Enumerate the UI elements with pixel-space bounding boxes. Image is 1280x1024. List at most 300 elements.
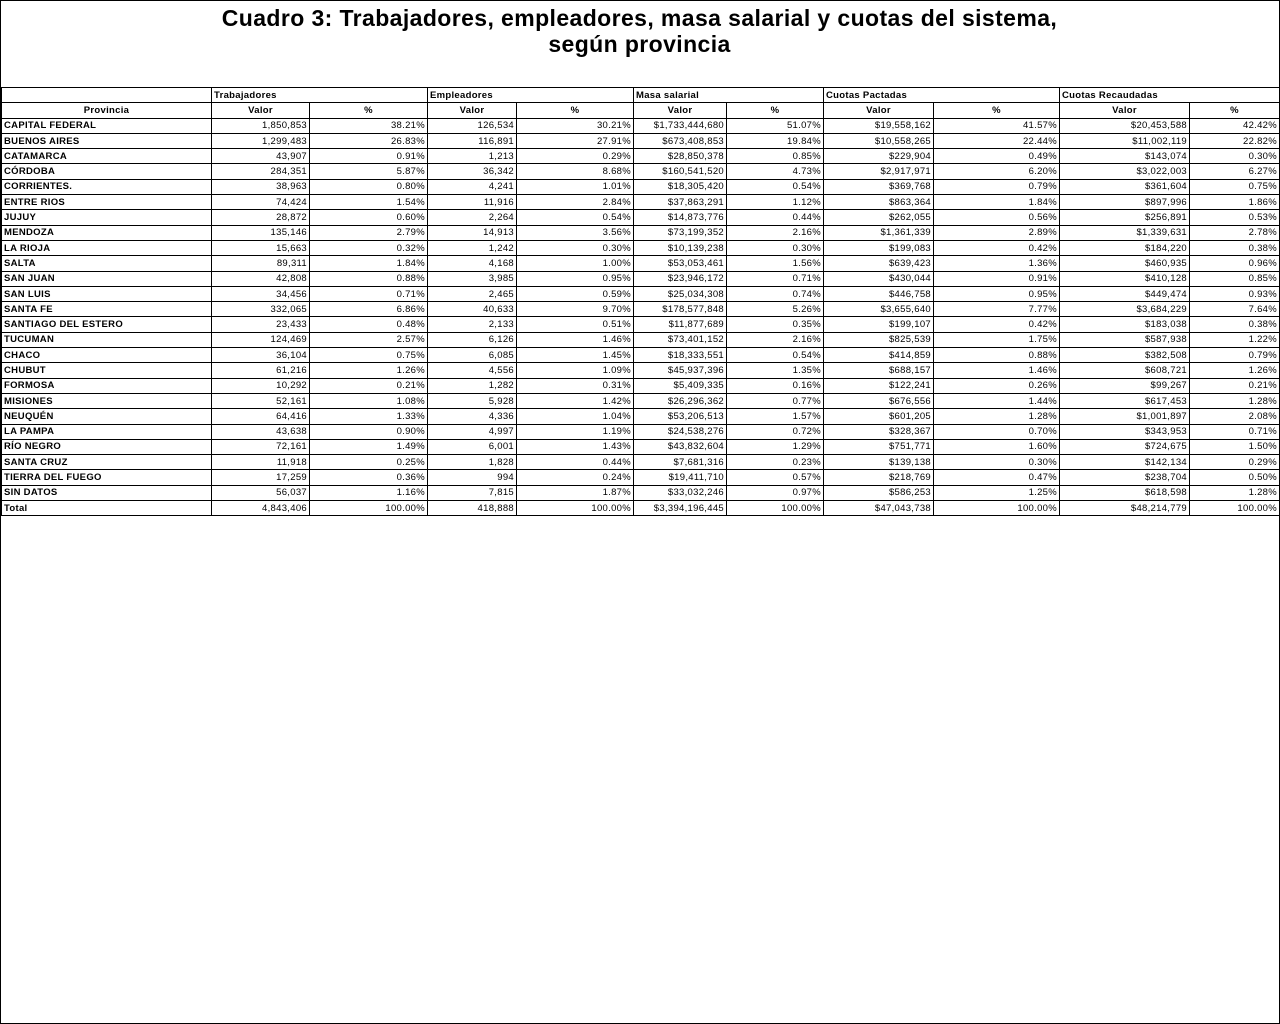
value-cell: $229,904 [824,149,934,164]
table-row [2,393,1280,408]
value-cell: $19,558,162 [824,118,934,133]
value-cell: 36,104 [212,348,310,363]
percent-cell: 1.29% [727,439,824,454]
percent-cell: 0.29% [517,149,634,164]
percent-cell: 0.53% [1190,210,1280,225]
table-body [2,118,1280,516]
province-name-cell: SANTA FE [2,302,212,317]
percent-cell: 0.32% [310,240,428,255]
percent-cell: 1.22% [1190,332,1280,347]
table-row [2,225,1280,240]
value-cell: $608,721 [1060,363,1190,378]
percent-cell: 0.91% [934,271,1060,286]
percent-cell: 0.21% [310,378,428,393]
percent-cell: 0.54% [727,179,824,194]
column-header-valor: Valor [428,103,517,118]
percent-cell: 0.74% [727,286,824,301]
page-title [1,5,1278,57]
percent-cell: 0.79% [1190,348,1280,363]
value-cell: 3,985 [428,271,517,286]
column-header-pct: % [727,103,824,118]
province-name-cell: CHACO [2,348,212,363]
percent-cell: 1.00% [517,256,634,271]
percent-cell: 0.96% [1190,256,1280,271]
percent-cell: 1.28% [1190,485,1280,500]
value-cell: $238,704 [1060,470,1190,485]
value-cell: $586,253 [824,485,934,500]
province-name-cell: NEUQUÉN [2,409,212,424]
value-cell: $218,769 [824,470,934,485]
percent-cell: 1.50% [1190,439,1280,454]
table-row [2,455,1280,470]
value-cell: $3,022,003 [1060,164,1190,179]
value-cell: 135,146 [212,225,310,240]
value-cell: $262,055 [824,210,934,225]
percent-cell: 1.56% [727,256,824,271]
value-cell: $676,556 [824,393,934,408]
percent-cell: 0.54% [517,210,634,225]
percent-cell: 100.00% [310,501,428,516]
value-cell: $430,044 [824,271,934,286]
value-cell: 89,311 [212,256,310,271]
province-name-cell: CORRIENTES. [2,179,212,194]
percent-cell: 1.19% [517,424,634,439]
province-name-cell: TUCUMAN [2,332,212,347]
value-cell: $33,032,246 [634,485,727,500]
table-row [2,439,1280,454]
percent-cell: 1.44% [934,393,1060,408]
value-cell: 4,843,406 [212,501,310,516]
value-cell: 15,663 [212,240,310,255]
value-cell: $14,873,776 [634,210,727,225]
percent-cell: 2.08% [1190,409,1280,424]
column-header-valor: Valor [824,103,934,118]
value-cell: $199,083 [824,240,934,255]
percent-cell: 3.56% [517,225,634,240]
percent-cell: 0.38% [1190,317,1280,332]
percent-cell: 1.28% [934,409,1060,424]
table-row [2,149,1280,164]
percent-cell: 0.71% [310,286,428,301]
value-cell: 38,963 [212,179,310,194]
value-cell: 28,872 [212,210,310,225]
value-cell: $688,157 [824,363,934,378]
value-cell: $160,541,520 [634,164,727,179]
value-cell: $23,946,172 [634,271,727,286]
value-cell: 1,828 [428,455,517,470]
percent-cell: 6.86% [310,302,428,317]
value-cell: 4,241 [428,179,517,194]
value-cell: 4,556 [428,363,517,378]
percent-cell: 0.25% [310,455,428,470]
corner-cell [2,88,212,103]
percent-cell: 1.54% [310,195,428,210]
percent-cell: 0.24% [517,470,634,485]
percent-cell: 2.16% [727,225,824,240]
percent-cell: 38.21% [310,118,428,133]
percent-cell: 100.00% [934,501,1060,516]
percent-cell: 1.45% [517,348,634,363]
value-cell: $73,199,352 [634,225,727,240]
percent-cell: 2.78% [1190,225,1280,240]
table-row [2,317,1280,332]
value-cell: $1,733,444,680 [634,118,727,133]
value-cell: $139,138 [824,455,934,470]
group-header-empleadores: Empleadores [428,88,634,103]
percent-cell: 1.08% [310,393,428,408]
percent-cell: 0.71% [727,271,824,286]
percent-cell: 7.77% [934,302,1060,317]
percent-cell: 1.46% [934,363,1060,378]
table-row [2,332,1280,347]
percent-cell: 0.77% [727,393,824,408]
value-cell: $3,684,229 [1060,302,1190,317]
value-cell: 332,065 [212,302,310,317]
value-cell: $24,538,276 [634,424,727,439]
percent-cell: 1.57% [727,409,824,424]
table-row [2,302,1280,317]
value-cell: 17,259 [212,470,310,485]
value-cell: $20,453,588 [1060,118,1190,133]
value-cell: $19,411,710 [634,470,727,485]
percent-cell: 1.09% [517,363,634,378]
table-row [2,240,1280,255]
percent-cell: 0.57% [727,470,824,485]
value-cell: 7,815 [428,485,517,500]
percent-cell: 0.90% [310,424,428,439]
province-name-cell: TIERRA DEL FUEGO [2,470,212,485]
percent-cell: 7.64% [1190,302,1280,317]
percent-cell: 1.35% [727,363,824,378]
percent-cell: 0.51% [517,317,634,332]
percent-cell: 5.87% [310,164,428,179]
value-cell: $639,423 [824,256,934,271]
title-line-2: según provincia [548,31,731,57]
province-name-cell: SANTA CRUZ [2,455,212,470]
value-cell: $724,675 [1060,439,1190,454]
table-row [2,409,1280,424]
value-cell: 10,292 [212,378,310,393]
table-row [2,378,1280,393]
percent-cell: 1.46% [517,332,634,347]
value-cell: $617,453 [1060,393,1190,408]
percent-cell: 5.26% [727,302,824,317]
percent-cell: 1.16% [310,485,428,500]
percent-cell: 0.23% [727,455,824,470]
title-area [1,1,1278,88]
percent-cell: 6.27% [1190,164,1280,179]
table-row [2,485,1280,500]
value-cell: $11,002,119 [1060,133,1190,148]
percent-cell: 41.57% [934,118,1060,133]
percent-cell: 1.42% [517,393,634,408]
province-name-cell: CHUBUT [2,363,212,378]
value-cell: $2,917,971 [824,164,934,179]
value-cell: $825,539 [824,332,934,347]
value-cell: $1,339,631 [1060,225,1190,240]
percent-cell: 0.54% [727,348,824,363]
percent-cell: 0.44% [727,210,824,225]
table-row [2,271,1280,286]
table-row [2,133,1280,148]
column-header-provincia: Provincia [2,103,212,118]
table-row [2,286,1280,301]
percent-cell: 0.85% [727,149,824,164]
percent-cell: 1.60% [934,439,1060,454]
province-name-cell: ENTRE RIOS [2,195,212,210]
percent-cell: 100.00% [1190,501,1280,516]
percent-cell: 0.29% [1190,455,1280,470]
value-cell: $587,938 [1060,332,1190,347]
percent-cell: 0.47% [934,470,1060,485]
percent-cell: 6.20% [934,164,1060,179]
percent-cell: 27.91% [517,133,634,148]
percent-cell: 0.80% [310,179,428,194]
value-cell: $37,863,291 [634,195,727,210]
title-line-1: Cuadro 3: Trabajadores, empleadores, masa salarial y cuotas del sistema, [221,5,1058,31]
value-cell: 2,133 [428,317,517,332]
value-cell: 1,850,853 [212,118,310,133]
value-cell: 11,918 [212,455,310,470]
percent-cell: 1.43% [517,439,634,454]
percent-cell: 0.50% [1190,470,1280,485]
percent-cell: 0.79% [934,179,1060,194]
value-cell: $28,850,378 [634,149,727,164]
column-header-pct: % [517,103,634,118]
column-header-pct: % [934,103,1060,118]
percent-cell: 8.68% [517,164,634,179]
province-name-cell: Total [2,501,212,516]
value-cell: 6,126 [428,332,517,347]
value-cell: $53,206,513 [634,409,727,424]
percent-cell: 1.28% [1190,393,1280,408]
value-cell: $10,139,238 [634,240,727,255]
table-row [2,348,1280,363]
column-header-valor: Valor [1060,103,1190,118]
value-cell: $601,205 [824,409,934,424]
percent-cell: 1.26% [1190,363,1280,378]
percent-cell: 1.84% [310,256,428,271]
province-name-cell: FORMOSA [2,378,212,393]
percent-cell: 1.25% [934,485,1060,500]
value-cell: $369,768 [824,179,934,194]
value-cell: 14,913 [428,225,517,240]
value-cell: 64,416 [212,409,310,424]
percent-cell: 19.84% [727,133,824,148]
table-row [2,179,1280,194]
value-cell: $48,214,779 [1060,501,1190,516]
value-cell: $3,655,640 [824,302,934,317]
value-cell: 43,907 [212,149,310,164]
value-cell: $863,364 [824,195,934,210]
value-cell: $45,937,396 [634,363,727,378]
percent-cell: 1.12% [727,195,824,210]
total-row [2,501,1280,516]
percent-cell: 1.49% [310,439,428,454]
percent-cell: 100.00% [727,501,824,516]
percent-cell: 0.71% [1190,424,1280,439]
column-header-pct: % [310,103,428,118]
value-cell: $7,681,316 [634,455,727,470]
province-name-cell: BUENOS AIRES [2,133,212,148]
value-cell: 1,242 [428,240,517,255]
value-cell: $73,401,152 [634,332,727,347]
percent-cell: 0.42% [934,317,1060,332]
value-cell: $184,220 [1060,240,1190,255]
value-cell: $18,305,420 [634,179,727,194]
group-header-cuotas-pactadas: Cuotas Pactadas [824,88,1060,103]
percent-cell: 0.44% [517,455,634,470]
table-row [2,424,1280,439]
percent-cell: 0.16% [727,378,824,393]
table-row [2,118,1280,133]
value-cell: $673,408,853 [634,133,727,148]
province-name-cell: LA PAMPA [2,424,212,439]
percent-cell: 0.72% [727,424,824,439]
value-cell: $43,832,604 [634,439,727,454]
column-header-valor: Valor [634,103,727,118]
percent-cell: 0.26% [934,378,1060,393]
value-cell: $178,577,848 [634,302,727,317]
percent-cell: 42.42% [1190,118,1280,133]
value-cell: $143,074 [1060,149,1190,164]
table-row [2,363,1280,378]
percent-cell: 0.30% [1190,149,1280,164]
table-row [2,256,1280,271]
percent-cell: 0.75% [310,348,428,363]
percent-cell: 4.73% [727,164,824,179]
province-name-cell: RÍO NEGRO [2,439,212,454]
percent-cell: 2.79% [310,225,428,240]
value-cell: 4,997 [428,424,517,439]
percent-cell: 0.91% [310,149,428,164]
percent-cell: 0.88% [934,348,1060,363]
percent-cell: 0.30% [934,455,1060,470]
group-header-cuotas-recaudadas: Cuotas Recaudadas [1060,88,1280,103]
province-name-cell: CÓRDOBA [2,164,212,179]
province-name-cell: MENDOZA [2,225,212,240]
value-cell: $618,598 [1060,485,1190,500]
value-cell: $410,128 [1060,271,1190,286]
percent-cell: 0.30% [517,240,634,255]
percent-cell: 0.60% [310,210,428,225]
province-name-cell: CATAMARCA [2,149,212,164]
percent-cell: 0.36% [310,470,428,485]
value-cell: $99,267 [1060,378,1190,393]
group-header-masa-salarial: Masa salarial [634,88,824,103]
value-cell: 418,888 [428,501,517,516]
percent-cell: 1.04% [517,409,634,424]
percent-cell: 0.70% [934,424,1060,439]
value-cell: 34,456 [212,286,310,301]
percent-cell: 0.97% [727,485,824,500]
percent-cell: 0.95% [934,286,1060,301]
table-row [2,164,1280,179]
value-cell: $1,001,897 [1060,409,1190,424]
province-name-cell: CAPITAL FEDERAL [2,118,212,133]
table-row [2,195,1280,210]
value-cell: $199,107 [824,317,934,332]
percent-cell: 0.42% [934,240,1060,255]
value-cell: 11,916 [428,195,517,210]
value-cell: $449,474 [1060,286,1190,301]
value-cell: $183,038 [1060,317,1190,332]
percent-cell: 2.57% [310,332,428,347]
value-cell: $343,953 [1060,424,1190,439]
value-cell: $1,361,339 [824,225,934,240]
table-row [2,210,1280,225]
value-cell: 42,808 [212,271,310,286]
percent-cell: 0.95% [517,271,634,286]
value-cell: $26,296,362 [634,393,727,408]
value-cell: $18,333,551 [634,348,727,363]
percent-cell: 1.36% [934,256,1060,271]
percent-cell: 22.44% [934,133,1060,148]
percent-cell: 0.93% [1190,286,1280,301]
value-cell: $256,891 [1060,210,1190,225]
percent-cell: 1.86% [1190,195,1280,210]
percent-cell: 1.26% [310,363,428,378]
percent-cell: 1.33% [310,409,428,424]
value-cell: 126,534 [428,118,517,133]
value-cell: $751,771 [824,439,934,454]
value-cell: $11,877,689 [634,317,727,332]
percent-cell: 0.85% [1190,271,1280,286]
column-header-valor: Valor [212,103,310,118]
percent-cell: 51.07% [727,118,824,133]
value-cell: 56,037 [212,485,310,500]
value-cell: $446,758 [824,286,934,301]
percent-cell: 2.84% [517,195,634,210]
value-cell: $25,034,308 [634,286,727,301]
province-name-cell: SANTIAGO DEL ESTERO [2,317,212,332]
value-cell: $47,043,738 [824,501,934,516]
percent-cell: 22.82% [1190,133,1280,148]
value-cell: $460,935 [1060,256,1190,271]
value-cell: 43,638 [212,424,310,439]
value-cell: 4,336 [428,409,517,424]
value-cell: $10,558,265 [824,133,934,148]
percent-cell: 0.49% [934,149,1060,164]
value-cell: 40,633 [428,302,517,317]
percent-cell: 1.75% [934,332,1060,347]
percent-cell: 1.87% [517,485,634,500]
percent-cell: 30.21% [517,118,634,133]
value-cell: 994 [428,470,517,485]
percent-cell: 9.70% [517,302,634,317]
province-name-cell: SIN DATOS [2,485,212,500]
data-table [1,87,1280,516]
value-cell: 6,001 [428,439,517,454]
value-cell: 1,282 [428,378,517,393]
province-name-cell: SAN JUAN [2,271,212,286]
province-name-cell: SALTA [2,256,212,271]
percent-cell: 0.48% [310,317,428,332]
table-row [2,470,1280,485]
value-cell: $122,241 [824,378,934,393]
percent-cell: 26.83% [310,133,428,148]
value-cell: 284,351 [212,164,310,179]
province-name-cell: SAN LUIS [2,286,212,301]
value-cell: $5,409,335 [634,378,727,393]
percent-cell: 0.88% [310,271,428,286]
value-cell: 52,161 [212,393,310,408]
value-cell: 36,342 [428,164,517,179]
percent-cell: 0.21% [1190,378,1280,393]
value-cell: $142,134 [1060,455,1190,470]
value-cell: 61,216 [212,363,310,378]
value-cell: 2,465 [428,286,517,301]
